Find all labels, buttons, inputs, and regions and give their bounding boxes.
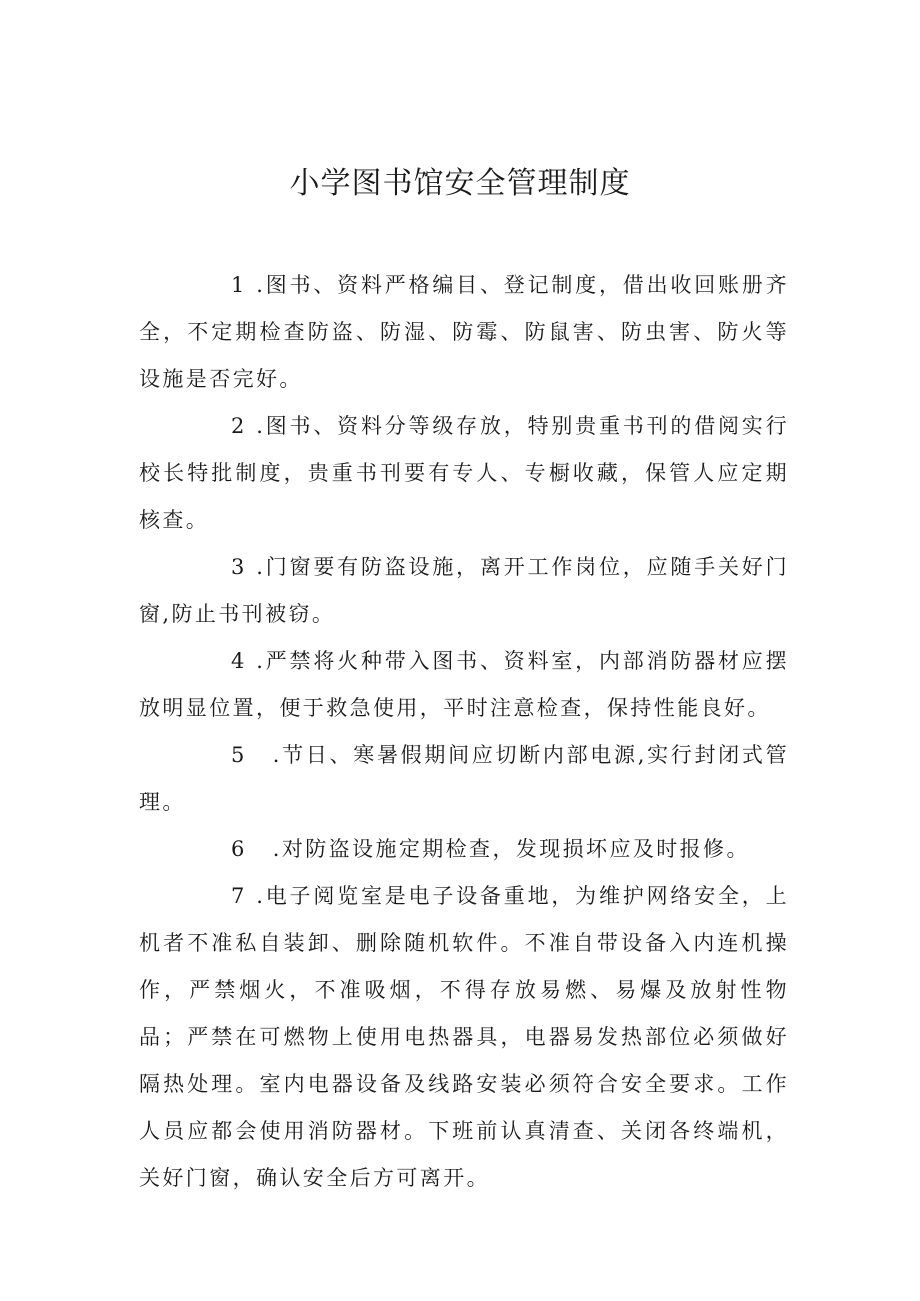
paragraph-text: .电子阅览室是电子设备重地，为维护网络安全，上机者不准私自装卸、删除随机软件。不准自带设备入内连机操作，严禁烟火，不准吸烟，不得存放易燃、易爆及放射性物品；严禁在可燃物上使用电热器具，电器易发热部位必须做好隔热处理。室内电器设备及线路安装必须符合安全要求。工作人员应都会使用消防器材。下班前认真清查、关闭各终端机，关好门窗，确认安全后方可离开。 <box>139 884 790 1190</box>
paragraph-text: .对防盗设施定期检查，发现损坏应及时报修。 <box>272 837 750 861</box>
paragraph-3 <box>139 544 789 638</box>
paragraph-text: .严禁将火种带入图书、资料室，内部消防器材应摆放明显位置，便于救急使用，平时注意检查，保持性能良好。 <box>139 649 790 720</box>
paragraph-number: 3 <box>231 555 247 579</box>
document-title: 小学图书馆安全管理制度 <box>289 166 631 201</box>
paragraph-number: 4 <box>231 649 247 673</box>
paragraph-2 <box>139 403 789 544</box>
paragraph-text: .节日、寒暑假期间应切断内部电源,实行封闭式管理。 <box>139 743 789 814</box>
document-body <box>139 262 789 1202</box>
paragraph-4 <box>139 638 789 732</box>
paragraph-number: 2 <box>231 414 247 438</box>
paragraph-number: 5 <box>231 743 247 767</box>
paragraph-7 <box>139 873 789 1202</box>
paragraph-text: .门窗要有防盗设施，离开工作岗位，应随手关好门窗,防止书刊被窃。 <box>139 555 790 626</box>
paragraph-number: 1 <box>231 273 247 297</box>
paragraph-6 <box>139 826 789 873</box>
paragraph-text: .图书、资料分等级存放，特别贵重书刊的借阅实行校长特批制度，贵重书刊要有专人、专橱收藏，保管人应定期核查。 <box>139 414 790 532</box>
paragraph-number: 6 <box>231 837 247 861</box>
paragraph-number: 7 <box>231 884 247 908</box>
paragraph-5 <box>139 732 789 826</box>
paragraph-1 <box>139 262 789 403</box>
paragraph-text: .图书、资料严格编目、登记制度，借出收回账册齐全，不定期检查防盗、防湿、防霉、防鼠害、防虫害、防火等设施是否完好。 <box>139 273 790 391</box>
